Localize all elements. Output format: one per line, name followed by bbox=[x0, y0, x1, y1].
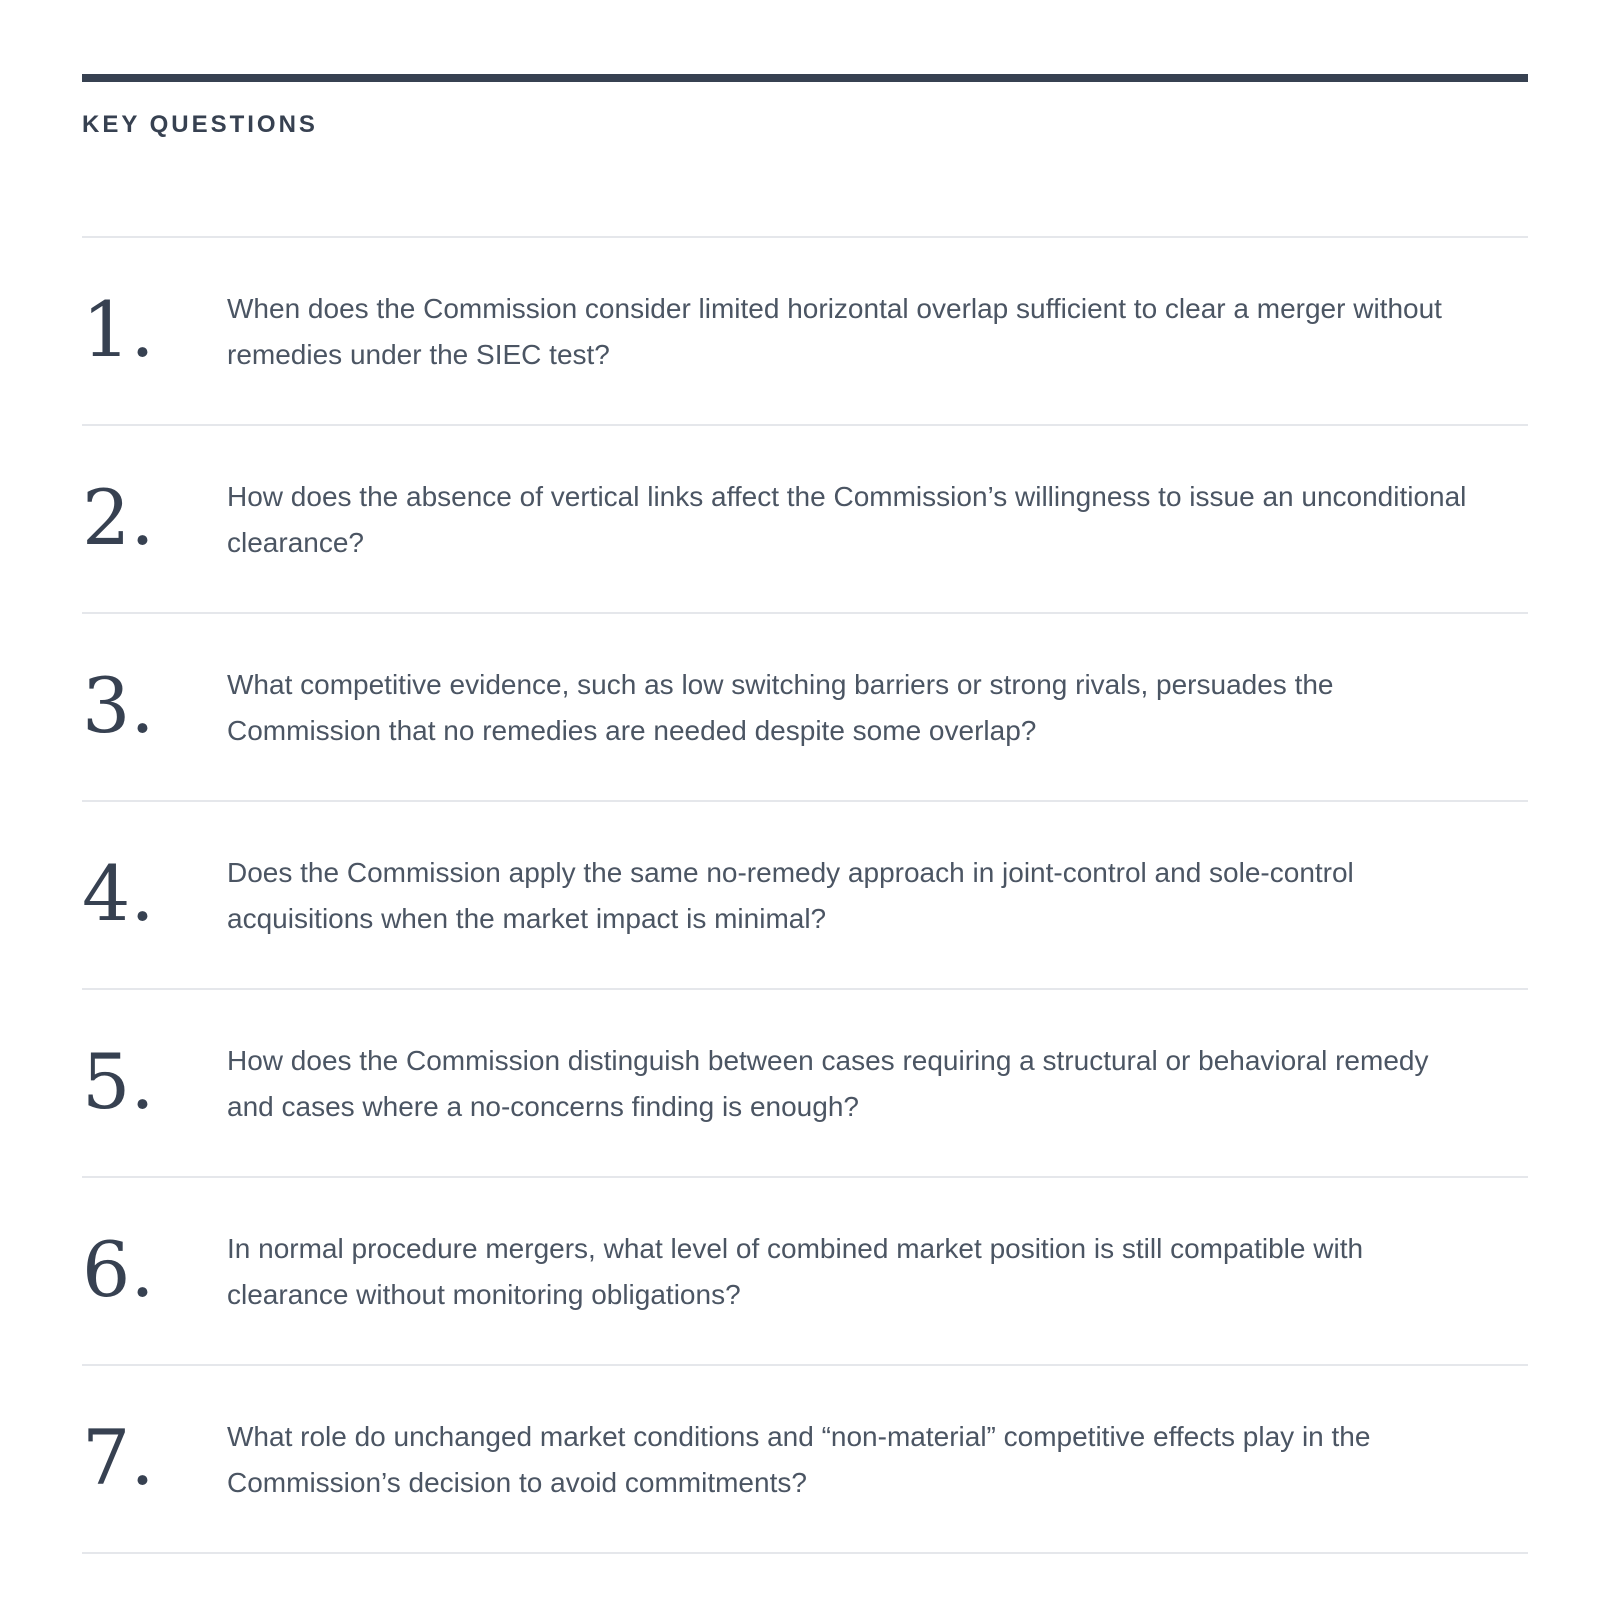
question-item-7 bbox=[82, 1366, 1528, 1554]
section-label: KEY QUESTIONS bbox=[82, 111, 318, 138]
top-rule bbox=[82, 74, 1528, 82]
question-list bbox=[82, 236, 1528, 1554]
question-number: 3. bbox=[82, 661, 155, 750]
question-item-4 bbox=[82, 802, 1528, 990]
question-item-3 bbox=[82, 614, 1528, 802]
question-number: 4. bbox=[82, 849, 155, 938]
question-number: 5. bbox=[82, 1037, 155, 1126]
question-text: How does the absence of vertical links affect the Commission’s willingness to issue an unconditional clearance? bbox=[227, 481, 1467, 558]
question-item-2 bbox=[82, 426, 1528, 614]
question-text: What role do unchanged market conditions and “non-material” competitive effects play in the Commission’s decision to avoid commitments? bbox=[227, 1421, 1371, 1498]
question-text: Does the Commission apply the same no-remedy approach in joint-control and sole-control acquisitions when the market impact is minimal? bbox=[227, 857, 1354, 934]
question-number: 6. bbox=[82, 1225, 155, 1314]
question-number: 7. bbox=[82, 1413, 155, 1502]
question-text: What competitive evidence, such as low switching barriers or strong rivals, persuades the Commission that no remedies are needed despite some overlap? bbox=[227, 669, 1334, 746]
question-number: 2. bbox=[82, 473, 155, 562]
question-text: How does the Commission distinguish between cases requiring a structural or behavioral remedy and cases where a no-concerns finding is enough? bbox=[227, 1045, 1429, 1122]
key-questions-page bbox=[82, 74, 1528, 1554]
question-item-5 bbox=[82, 990, 1528, 1178]
question-item-6 bbox=[82, 1178, 1528, 1366]
question-item-1 bbox=[82, 238, 1528, 426]
question-text: When does the Commission consider limited horizontal overlap sufficient to clear a merger without remedies under the SIEC test? bbox=[227, 293, 1442, 370]
question-text: In normal procedure mergers, what level of combined market position is still compatible with clearance without monitoring obligations? bbox=[227, 1233, 1364, 1310]
question-number: 1. bbox=[82, 285, 155, 374]
